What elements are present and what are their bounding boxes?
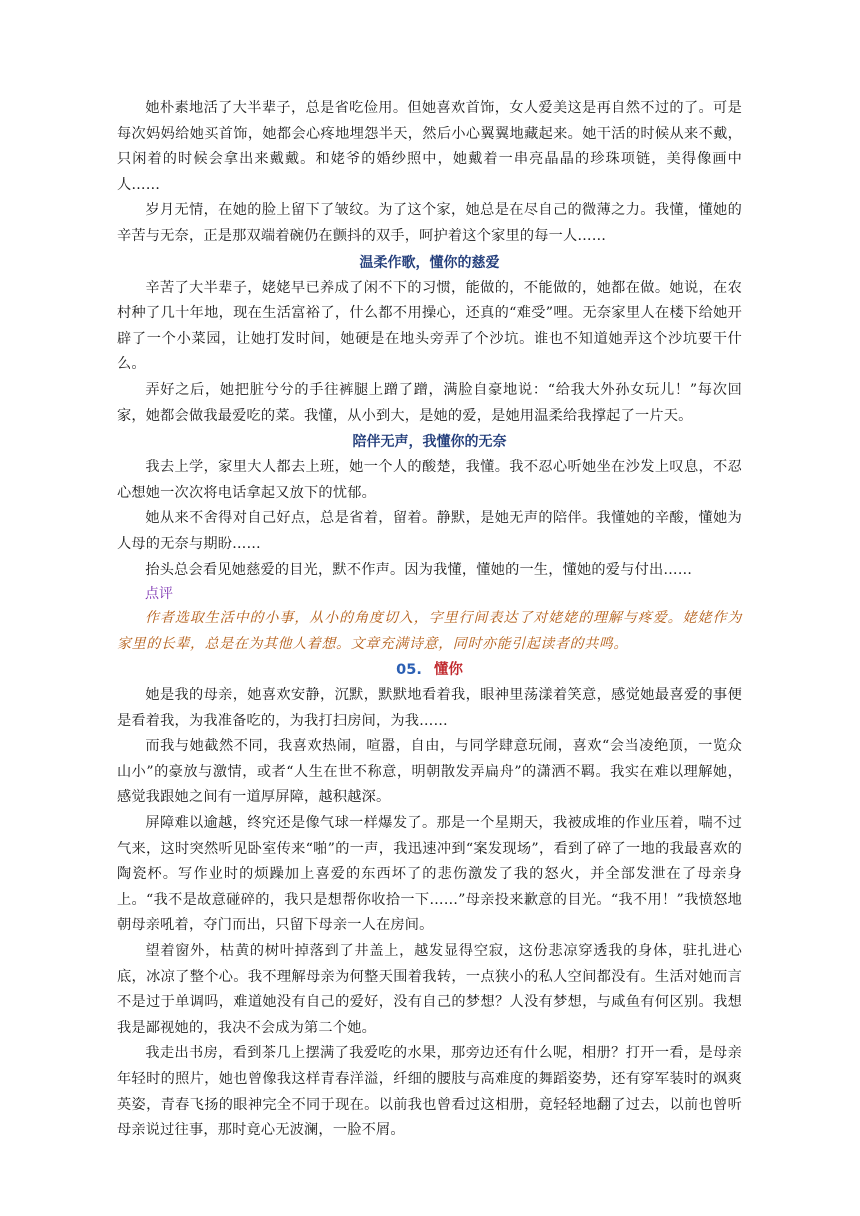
section-title-text: 懂你 [433, 662, 463, 679]
review-label: 点评 [145, 586, 173, 603]
paragraph: 我走出书房，看到茶几上摆满了我爱吃的水果，那旁边还有什么呢，相册？打开一看，是母亲年轻时的照片，她也曾像我这样青春洋溢，纤细的腰肢与高难度的舞蹈姿势，还有穿军装时的飒爽英姿，青春飞扬的眼神完全不同于现在。以前我也曾看过这相册，竟轻轻地翻了过去，以前也曾听母亲说过往事，那时竟心无波澜，一脸不屑。 [117, 1045, 742, 1139]
paragraph: 她朴素地活了大半辈子，总是省吃俭用。但她喜欢首饰，女人爱美这是再自然不过的了。可是每次妈妈给她买首饰，她都会心疼地埋怨半天，然后小心翼翼地藏起来。她干活的时候从来不戴，只闲着的时候会拿出来戴戴。和姥爷的婚纱照中，她戴着一串亮晶晶的珍珠项链，美得像画中人…… [117, 100, 742, 193]
section-title [117, 657, 742, 683]
review-text: 作者选取生活中的小事，从小的角度切入，字里行间表达了对姥姥的理解与疼爱。姥姥作为家里的长辈，总是在为其他人着想。文章充满诗意，同时亦能引起读者的共鸣。 [117, 610, 742, 653]
paragraph: 抬头总会看见她慈爱的目光，默不作声。因为我懂，懂她的一生，懂她的爱与付出…… [145, 561, 693, 578]
paragraph: 屏障难以逾越，终究还是像气球一样爆发了。那是一个星期天，我被成堆的作业压着，喘不过气来，这时突然听见卧室传来“啪”的一声，我迅速冲到“案发现场”，看到了碎了一地的我最喜欢的陶瓷杯。写作业时的烦躁加上喜爱的东西坏了的悲伤激发了我的怒火，并全部发泄在了母亲身上。“我不是故意碰碎的，我只是想帮你收拾一下……”母亲投来歉意的目光。“我不用！”我愤怒地朝母亲吼着，夺门而出，只留下母亲一人在房间。 [117, 815, 742, 934]
document-page [117, 96, 742, 1144]
paragraph: 弄好之后，她把脏兮兮的手往裤腿上蹭了蹭，满脸自豪地说：“给我大外孙女玩儿！”每次回家，她都会做我最爱吃的菜。我懂，从小到大，是她的爱，是她用温柔给我撑起了一片天。 [117, 381, 742, 424]
paragraph: 望着窗外，枯黄的树叶掉落到了井盖上，越发显得空寂，这份悲凉穿透我的身体，驻扎进心底，冰凉了整个心。我不理解母亲为何整天围着我转，一点狭小的私人空间都没有。生活对她而言不是过于单调吗，难道她没有自己的爱好，没有自己的梦想？人没有梦想，与咸鱼有何区别。我想我是鄙视她的，我决不会成为第二个她。 [117, 943, 742, 1036]
paragraph: 而我与她截然不同，我喜欢热闹，喧嚣，自由，与同学肆意玩闹，喜欢“会当凌绝顶，一览众山小”的豪放与激情，或者“人生在世不称意，明朝散发弄扁舟”的潇洒不羁。我实在难以理解她，感觉我跟她之间有一道厚屏障，越积越深。 [117, 738, 742, 806]
subheading-gentle-love: 温柔作歌，懂你的慈爱 [359, 254, 500, 271]
paragraph: 她从来不舍得对自己好点，总是省着，留着。静默，是她无声的陪伴。我懂她的辛酸，懂她为人母的无奈与期盼…… [117, 510, 742, 552]
paragraph: 她是我的母亲，她喜欢安静，沉默，默默地看着我，眼神里荡漾着笑意，感觉她最喜爱的事便是看着我，为我准备吃的，为我打扫房间，为我…… [117, 687, 742, 729]
section-number: 05. [396, 662, 422, 679]
subheading-silent-company: 陪伴无声，我懂你的无奈 [352, 434, 507, 451]
paragraph: 岁月无情，在她的脸上留下了皱纹。为了这个家，她总是在尽自己的微薄之力。我懂，懂她的辛苦与无奈，正是那双端着碗仍在颤抖的双手，呵护着这个家里的每一人…… [117, 202, 742, 244]
paragraph: 我去上学，家里大人都去上班，她一个人的酸楚，我懂。我不忍心听她坐在沙发上叹息，不忍心想她一次次将电话拿起又放下的忧郁。 [117, 459, 742, 501]
paragraph: 辛苦了大半辈子，姥姥早已养成了闲不下的习惯，能做的，不能做的，她都在做。她说，在农村种了几十年地，现在生活富裕了，什么都不用操心，还真的“难受”哩。无奈家里人在楼下给她开辟了一个小菜园，让她打发时间，她硬是在地头旁弄了个沙坑。谁也不知道她弄这个沙坑要干什么。 [117, 279, 742, 373]
